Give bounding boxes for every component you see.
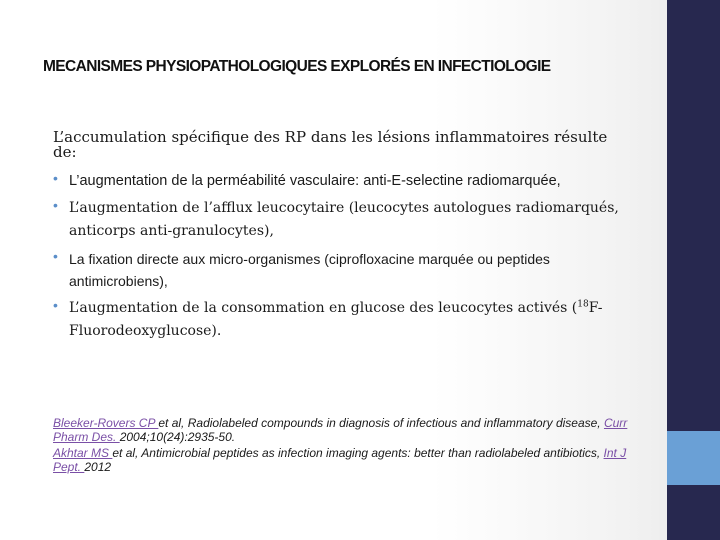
bullet-text-part: L’augmentation de la consommation en glucose des leucocytes activés ( [69,300,578,316]
bullet-text [69,300,603,339]
author-link[interactable]: Bleeker-Rovers CP [53,416,159,430]
reference-text: et al, Radiolabeled compounds in diagnosis of infectious and inflammatory disease, [158,416,604,430]
slide-title: MECANISMES PHYSIOPATHOLOGIQUES EXPLORÉS EN INFECTIOLOGIE [43,58,551,75]
reference-text: et al, Antimicrobial peptides as infection imaging agents: better than radiolabeled antibiotics, [112,446,604,460]
bullet-icon: • [53,248,58,264]
sidebar-accent-block [667,431,720,485]
bullet-item [53,297,623,343]
bullet-text: L’augmentation de l’afflux leucocytaire (leucocytes autologues radiomarqués, anticorps anti-granulocytes), [69,200,619,239]
bullet-item [53,170,623,192]
intro-paragraph: L’accumulation spécifique des RP dans les lésions inflammatoires résulte de: [53,128,608,161]
superscript-isotope: 18 [577,299,589,310]
bullet-icon: • [53,197,58,213]
bullet-icon: • [53,297,58,313]
reference-suffix: 2012 [84,460,112,474]
bullet-text-part: F-Fluorodeoxyglucose). [69,300,603,339]
journal-link[interactable]: Curr Pharm Des. [53,416,628,444]
bullet-icon: • [53,170,58,186]
bullet-item [53,197,623,243]
reference-suffix: 2004;10(24):2935-50. [119,430,236,444]
reference-item [53,416,633,444]
author-link[interactable]: Akhtar MS [53,446,113,460]
journal-link[interactable]: Int J Pept. [53,446,627,474]
reference-item [53,446,633,474]
bullet-list [53,170,623,348]
bullet-text: L’augmentation de la perméabilité vasculaire: anti-E-selectine radiomarquée, [69,173,561,189]
bullet-item [53,248,623,292]
bullet-text: La fixation directe aux micro-organismes (ciprofloxacine marquée ou peptides antimicrobiens), [69,251,550,289]
references [53,416,633,476]
